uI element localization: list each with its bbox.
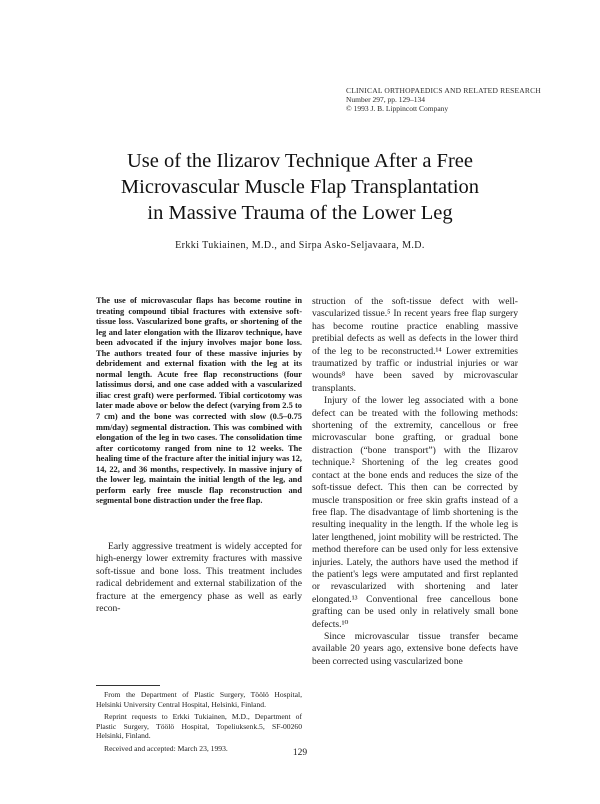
title-line-2: Microvascular Muscle Flap Transplantation — [120, 176, 480, 198]
author-line: Erkki Tukiainen, M.D., and Sirpa Asko-Seljavaara, M.D. — [175, 240, 425, 251]
journal-name: CLINICAL ORTHOPAEDICS AND RELATED RESEARCH — [346, 86, 541, 95]
body-paragraph-3: Since microvascular tissue transfer became available 20 years ago, extensive bone defects have been corrected using vascularized bone — [312, 630, 518, 667]
title-line-1: Use of the Ilizarov Technique After a Free — [127, 150, 473, 172]
body-paragraph-2: Injury of the lower leg associated with a bone defect can be treated with the following methods: shortening of the extremity, cancellous or free microvascular bone grafting, or gradual bone distraction (“bone transport”) with the Ilizarov technique.² Shortening of the leg creates good contact at the bone ends and reduces the size of the soft-tissue defect. This then can be corrected by muscle transposition or free skin grafts instead of a free flap. The disadvantage of limb shortening is the resulting inequality in the length. If the whole leg is later lengthened, joint mobility will be restricted. The method therefore can be used only for less extensive injuries. Lately, the authors have used the method if the patient's legs were amputated and first replanted or revascularized with shortening and later elongated.¹³ Conventional free cancellous bone grafting can be used only in relatively small bone defects.¹⁰ — [312, 395, 518, 630]
article-title — [60, 148, 540, 226]
footnote-divider — [96, 685, 160, 686]
intro-paragraph: Early aggressive treatment is widely accepted for high-energy lower extremity fractures with massive soft-tissue and bone loss. This treatment includes radical debridement and external stabilization of the fracture at the emergency phase as well as early recon- — [96, 541, 302, 615]
footnote-reprints: Reprint requests to Erkki Tukiainen, M.D., Department of Plastic Surgery, Töölö Hospital, Topeliuksenk.5, SF-00260 Helsinki, Finland. — [96, 712, 302, 741]
page-number: 129 — [292, 748, 308, 758]
footnotes — [96, 690, 302, 757]
footnote-received: Received and accepted: March 23, 1993. — [104, 743, 228, 753]
journal-header — [346, 86, 546, 113]
journal-copyright: © 1993 J. B. Lippincott Company — [346, 104, 449, 113]
title-line-3: in Massive Trauma of the Lower Leg — [147, 202, 453, 224]
footnote-affiliation: From the Department of Plastic Surgery, Töölö Hospital, Helsinki University Central Hospital, Helsinki, Finland. — [96, 690, 302, 709]
body-paragraph-1: struction of the soft-tissue defect with well-vascularized tissue.⁵ In recent years free flap surgery has become routine practice enabling massive pretibial defects as well as defects in the lower third of the leg to be reconstructed.¹⁴ Lower extremities traumatized by traffic or industrial injuries or war wounds⁸ have been saved by microvascular transplants. — [312, 296, 518, 394]
right-column — [312, 296, 518, 668]
abstract — [96, 296, 302, 507]
introduction-column — [96, 541, 302, 615]
journal-issue: Number 297, pp. 129–134 — [346, 95, 425, 104]
abstract-text: The use of microvascular flaps has become routine in treating compound tibial fractures with extensive soft-tissue loss. Vascularized bone grafts, or shortening of the leg and later elongation with the Ilizarov technique, have been advocated if the injury involves major bone loss. The authors treated four of these massive injuries by debridement and external fixation with the leg at its normal length. Acute free flap reconstructions (four latissimus dorsi, and one case added with a vascularized iliac crest graft) were performed. Tibial corticotomy was later made above or below the defect (varying from 2.5 to 7 cm) and the bone was corrected with slow (0.5–0.75 mm/day) segmental distraction. This was combined with elongation of the leg in two cases. The consolidation time after corticotomy ranged from nine to 12 weeks. The healing time of the fracture after the initial injury was 12, 14, 22, and 36 months, respectively. In massive injury of the lower leg, maintain the initial length of the leg, and perform early free muscle flap reconstruction and segmental bone distraction under the free flap. — [96, 296, 302, 506]
